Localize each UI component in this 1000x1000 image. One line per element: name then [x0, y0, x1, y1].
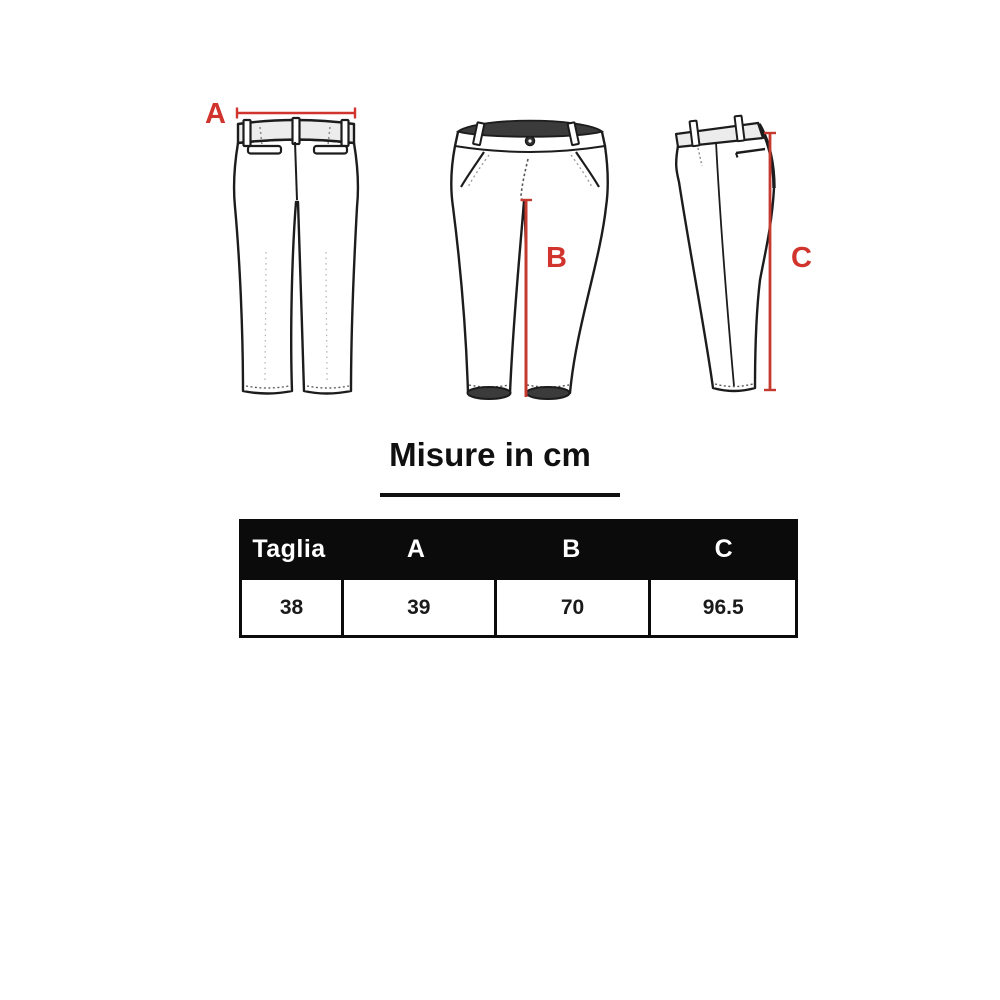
- title-underline: [380, 493, 620, 497]
- pants-side-body: [676, 123, 774, 391]
- measure-line-a: [237, 108, 355, 119]
- measure-label-a: A: [205, 98, 226, 130]
- waist-button: [526, 137, 535, 146]
- cell-b-value: 70: [494, 580, 649, 635]
- header-cell-a: A: [406, 535, 426, 563]
- header-cell-c: C: [714, 535, 734, 563]
- size-table-header-row: [239, 519, 798, 580]
- pants-front-view-drawing: [448, 112, 612, 404]
- size-table-data-row: [239, 580, 798, 638]
- front-hem-openings: [468, 387, 570, 399]
- cell-taglia-value: 38: [279, 595, 304, 619]
- header-cell-taglia: Taglia: [252, 535, 326, 563]
- cell-c-value: 96.5: [648, 580, 795, 635]
- cell-a-value: 39: [341, 580, 494, 635]
- measure-label-c: C: [791, 242, 812, 274]
- measure-label-b: B: [546, 242, 567, 274]
- size-table: [239, 519, 798, 638]
- pants-back-view-drawing: [214, 102, 376, 404]
- page-title: Misure in cm: [389, 436, 591, 473]
- header-cell-b: B: [562, 535, 581, 563]
